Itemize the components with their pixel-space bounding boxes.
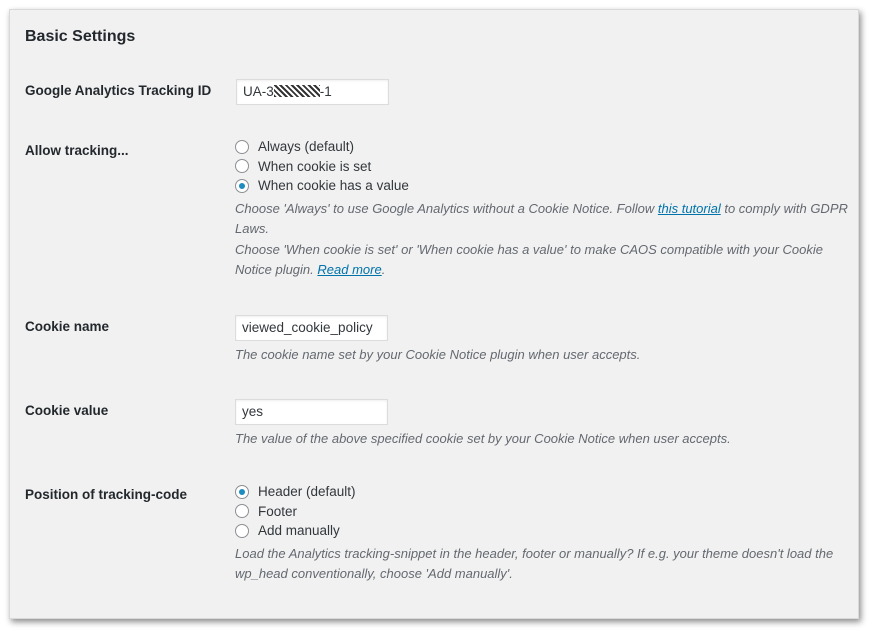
desc-text: Choose 'When cookie is set' or 'When cookie has a value' to make CAOS compatible with your Cookie Notice plugin. bbox=[235, 241, 823, 277]
position-label: Position of tracking-code bbox=[25, 487, 188, 502]
radio-option-footer[interactable] bbox=[235, 502, 850, 522]
radio-always[interactable] bbox=[235, 140, 249, 154]
cookie-name-input[interactable]: viewed_cookie_policy bbox=[235, 315, 388, 341]
allow-tracking-options bbox=[235, 137, 850, 281]
radio-footer[interactable] bbox=[235, 504, 249, 518]
desc-text: . bbox=[381, 262, 386, 277]
radio-label: Header (default) bbox=[258, 484, 356, 500]
tracking-id-input[interactable] bbox=[236, 79, 389, 105]
tracking-id-suffix: -1 bbox=[319, 84, 332, 99]
radio-cookie-value[interactable] bbox=[235, 179, 249, 193]
allow-tracking-label: Allow tracking... bbox=[25, 143, 129, 158]
read-more-link[interactable]: Read more bbox=[317, 262, 382, 277]
radio-option-always[interactable] bbox=[235, 137, 850, 157]
position-description: Load the Analytics tracking-snippet in the header, footer or manually? If e.g. your theme doesn't load the wp_head conventionally, choose 'Add manually'. bbox=[235, 545, 834, 581]
allow-tracking-description bbox=[235, 199, 850, 281]
cookie-value-description: The value of the above specified cookie set by your Cookie Notice when user accepts. bbox=[235, 431, 731, 446]
radio-header[interactable] bbox=[235, 485, 249, 499]
radio-label: When cookie has a value bbox=[258, 178, 409, 194]
radio-manual[interactable] bbox=[235, 524, 249, 538]
cookie-name-label: Cookie name bbox=[25, 319, 110, 334]
panel-title: Basic Settings bbox=[25, 28, 136, 45]
position-options bbox=[235, 482, 850, 585]
radio-label: Always (default) bbox=[258, 139, 355, 155]
redaction-mask bbox=[274, 85, 320, 97]
tracking-id-label: Google Analytics Tracking ID bbox=[25, 83, 212, 98]
desc-text: Choose 'Always' to use Google Analytics without a Cookie Notice. Follow bbox=[235, 200, 658, 216]
radio-label: Add manually bbox=[258, 523, 340, 539]
radio-option-cookie-value[interactable] bbox=[235, 176, 850, 196]
radio-cookie-set[interactable] bbox=[235, 159, 249, 173]
cookie-name-description: The cookie name set by your Cookie Notice plugin when user accepts. bbox=[235, 347, 641, 362]
tutorial-link[interactable]: this tutorial bbox=[657, 200, 721, 216]
radio-option-manual[interactable] bbox=[235, 521, 850, 541]
radio-option-cookie-set[interactable] bbox=[235, 157, 850, 177]
radio-label: When cookie is set bbox=[258, 158, 372, 174]
cookie-value-input[interactable]: yes bbox=[235, 399, 388, 425]
radio-label: Footer bbox=[258, 503, 298, 519]
radio-option-header[interactable] bbox=[235, 482, 850, 502]
settings-panel bbox=[9, 9, 859, 619]
tracking-id-prefix: UA-3 bbox=[243, 84, 274, 99]
desc-text: to comply with GDPR Laws. bbox=[235, 200, 848, 236]
cookie-value-label: Cookie value bbox=[25, 403, 109, 418]
